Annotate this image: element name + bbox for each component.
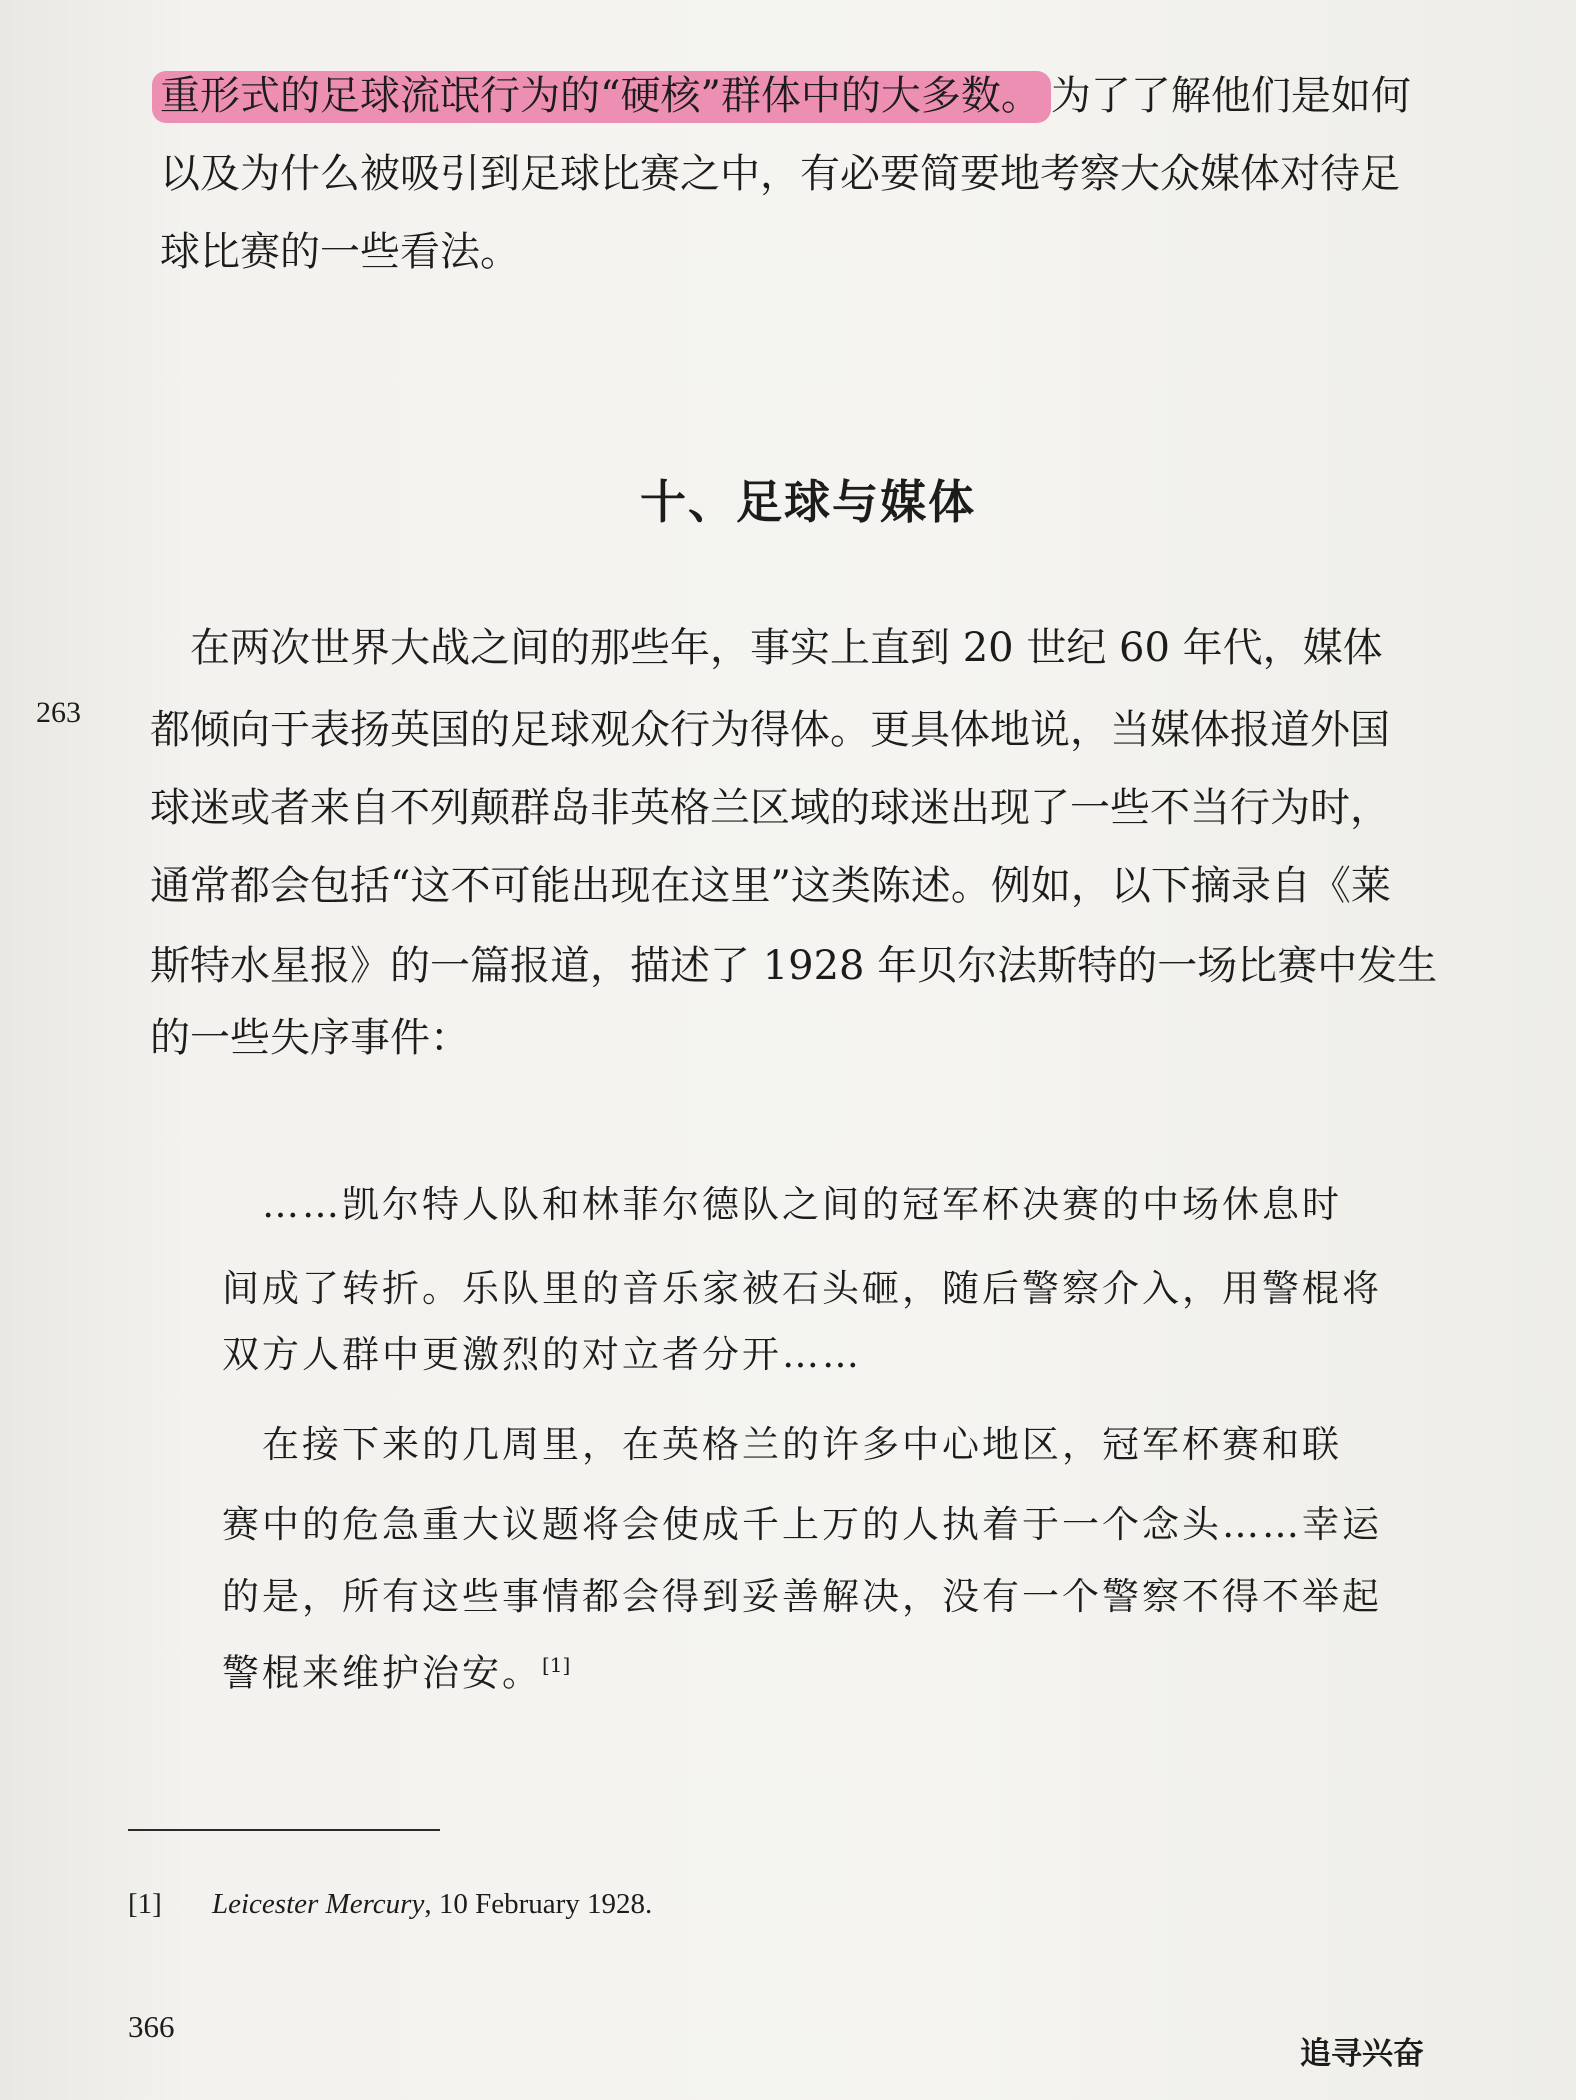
quote-line: 赛中的危急重大议题将会使成千上万的人执着于一个念头……幸运 xyxy=(222,1503,1382,1546)
text-line-3: 球比赛的一些看法。 xyxy=(160,229,520,275)
running-head: 追寻兴奋 xyxy=(1300,2036,1424,2072)
page-number: 366 xyxy=(128,2009,175,2044)
footnote-text xyxy=(212,1884,652,1924)
footnote-detail: , 10 February 1928. xyxy=(424,1888,653,1920)
quote-line: ……凯尔特人队和林菲尔德队之间的冠军杯决赛的中场休息时 xyxy=(222,1183,1342,1226)
body-line: 在两次世界大战之间的那些年，事实上直到 20 世纪 60 年代，媒体 xyxy=(150,625,1383,671)
footnote-marker: [1] xyxy=(128,1888,162,1920)
body-line: 球迷或者来自不列颠群岛非英格兰区域的球迷出现了一些不当行为时， xyxy=(150,785,1390,831)
footnote-divider xyxy=(128,1829,440,1831)
quote-line: 在接下来的几周里，在英格兰的许多中心地区，冠军杯赛和联 xyxy=(222,1423,1342,1466)
text-line-2: 以及为什么被吸引到足球比赛之中，有必要简要地考察大众媒体对待足 xyxy=(160,151,1400,197)
body-line: 的一些失序事件： xyxy=(150,1015,470,1061)
body-line: 通常都会包括“这不可能出现在这里”这类陈述。例如，以下摘录自《莱 xyxy=(150,863,1391,909)
text-line-1-rest: 为了了解他们是如何 xyxy=(1050,73,1411,119)
body-line: 都倾向于表扬英国的足球观众行为得体。更具体地说，当媒体报道外国 xyxy=(150,707,1390,753)
highlighted-passage: 重形式的足球流氓行为的“硬核”群体中的大多数。 xyxy=(152,71,1051,123)
body-line: 斯特水星报》的一篇报道，描述了 1928 年贝尔法斯特的一场比赛中发生 xyxy=(150,943,1438,989)
quote-line: 间成了转折。乐队里的音乐家被石头砸，随后警察介入，用警棍将 xyxy=(222,1267,1382,1310)
text-line-1 xyxy=(160,68,1411,124)
footnote-source: Leicester Mercury xyxy=(212,1888,425,1920)
quote-line-text: 警棍来维护治安。 xyxy=(222,1651,542,1695)
quote-line: 的是，所有这些事情都会得到妥善解决，没有一个警察不得不举起 xyxy=(222,1575,1382,1618)
margin-page-number: 263 xyxy=(36,696,81,729)
section-heading: 十、足球与媒体 xyxy=(640,475,976,529)
footnote-reference[interactable]: [1] xyxy=(542,1653,571,1677)
quote-line-last xyxy=(222,1640,570,1698)
quote-line: 双方人群中更激烈的对立者分开…… xyxy=(222,1333,862,1376)
